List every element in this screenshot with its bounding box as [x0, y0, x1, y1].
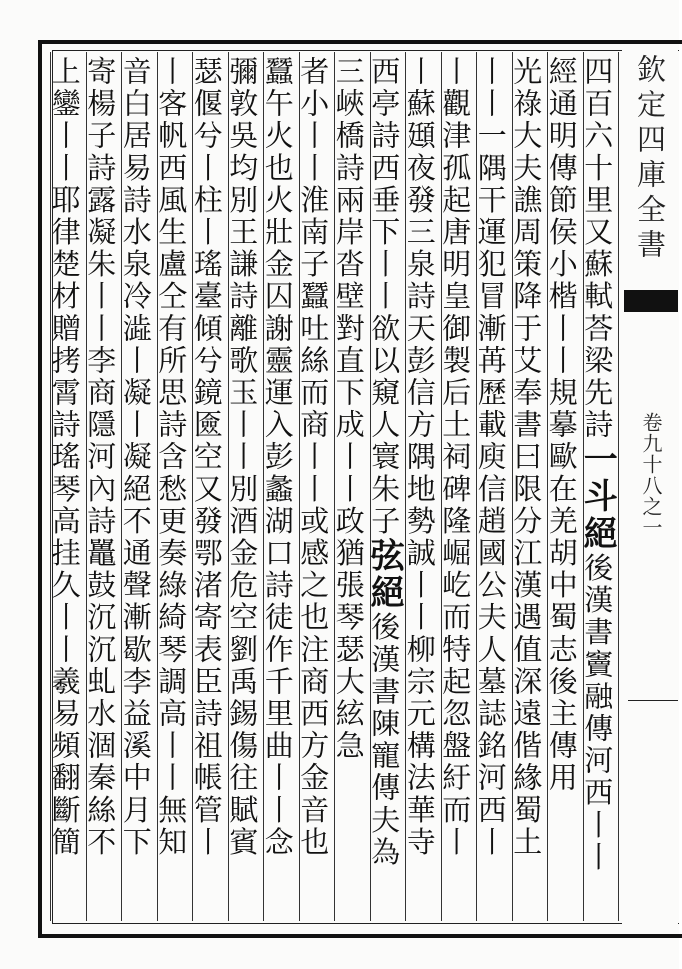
column-text: 政猶張琴瑟大絃急	[331, 505, 366, 763]
entry-heading: 弦絕	[364, 537, 405, 612]
column-text: 光祿大夫譙周策降于艾奉書曰限分江漢遇值深遠偕緣蜀土	[509, 56, 544, 859]
column-text: 蠶午火也火壯金囚謝靈運入彭蠡湖口詩徒作千里曲丨丨念	[260, 56, 295, 859]
text-column	[154, 56, 191, 918]
text-column	[47, 56, 85, 918]
text-column	[438, 56, 475, 918]
column-text: 四百六十里又蘇軾荅梁先詩	[580, 56, 615, 442]
text-column	[402, 56, 440, 918]
column-text: 在羌胡中蜀志後主傳用	[544, 473, 579, 795]
column-text: 丨觀津孤起唐明皇御製后土祠碑隆崛屹而特起忽盤紆而丨	[438, 56, 473, 859]
column-text: 經通明傳節侯小楷丨丨規摹歐	[544, 56, 579, 474]
text-column	[577, 56, 618, 918]
text-column	[509, 56, 546, 918]
column-text: 丨蘇頲夜發三泉詩天彭信方隅地勢誠丨丨柳宗元構法華寺	[402, 56, 437, 859]
column-text: 三峽橋詩兩岸沓壁對直下成丨丨	[331, 56, 366, 506]
text-column	[296, 56, 333, 918]
edge-black-block	[624, 290, 678, 312]
column-text: 上鑾丨丨耶律楚材贈拷霄詩瑤琴高挂久丨丨羲易頻翻斷簡	[47, 56, 82, 859]
text-column	[118, 56, 156, 918]
column-text: 者小丨丨淮南子蠶吐絲而商丨丨或感之也注商西方金音也	[296, 56, 331, 859]
column-text: 瑟偃兮丨柱丨瑤臺傾兮鏡匳空又發鄂渚寄表臣詩祖帳管丨	[189, 56, 224, 859]
column-text: 後漢書陳寵傳夫為	[367, 611, 402, 869]
text-column	[331, 56, 369, 918]
column-text: 西亭詩西垂下丨丨欲以窺人寰朱子	[367, 56, 402, 538]
text-column	[225, 56, 262, 918]
entry-heading: 一斗絕	[577, 441, 618, 553]
book-title: 欽定四庫全書	[633, 54, 667, 264]
text-column	[364, 56, 405, 918]
column-text: 丨客帆西風生盧仝有所思詩含愁更奏綠綺琴調高丨丨無知	[154, 56, 189, 859]
volume-label: 卷九十八之一	[639, 412, 663, 538]
column-text: 寄楊子詩露凝朱丨丨李商隱河內詩鼉鼓沉沉虬水涸秦絲不	[83, 56, 118, 859]
column-text: 丨丨一隅干運犯冒漸苒歷載庾信趙國公夫人墓誌銘河西丨	[473, 56, 508, 859]
column-text: 彌敦吳均別王謙詩離歌玉丨丨別酒金危空劉禹錫傷往賦賓	[225, 56, 260, 859]
text-column	[260, 56, 298, 918]
column-text: 後漢書竇融傳河西丨丨	[580, 552, 615, 874]
text-column	[544, 56, 582, 918]
column-text: 音白居易詩水泉冷澁丨凝丨凝絕不通聲漸歇李益溪中月下	[118, 56, 153, 859]
column-rule	[618, 52, 619, 921]
text-column	[83, 56, 120, 918]
edge-divider	[628, 700, 678, 701]
text-column	[189, 56, 227, 918]
text-column	[473, 56, 511, 918]
